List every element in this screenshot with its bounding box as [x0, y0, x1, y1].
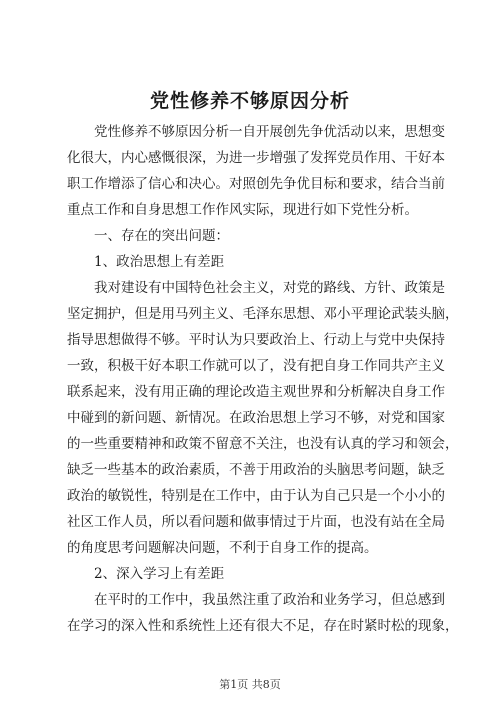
subsection-heading: 2、深入学习上有差距 [94, 566, 225, 582]
body-line: 的角度思考问题解决问题，不利于自身工作的提高。 [67, 540, 378, 556]
body-line: 化很大，内心感慨很深，为进一步增强了发挥党员作用、干好本 [67, 150, 445, 166]
body-line: 党性修养不够原因分析一自开展创先争优活动以来，思想变 [94, 124, 445, 140]
body-line: 指导思想做得不够。平时认为只要政治上、行动上与党中央保持 [67, 332, 445, 348]
body-line: 的一些重要精神和政策不留意不关注，也没有认真的学习和领会， [67, 436, 459, 452]
document-title: 党性修养不够原因分析 [149, 90, 350, 112]
body-line: 我对建设有中国特色社会主义，对党的路线、方针、政策是 [94, 280, 445, 296]
body-line: 职工作增添了信心和决心。对照创先争优目标和要求，结合当前 [67, 176, 445, 192]
body-line: 政治的敏锐性，特别是在工作中，由于认为自己只是一个小小的 [67, 488, 445, 504]
body-line: 在学习的深入性和系统性上还有很大不足，存在时紧时松的现象， [67, 618, 459, 634]
body-line: 一致，积极干好本职工作就可以了，没有把自身工作同共产主义 [67, 358, 445, 374]
page-footer: 第1页 共8页 [219, 678, 281, 691]
body-line: 在平时的工作中，我虽然注重了政治和业务学习，但总感到 [94, 592, 445, 608]
body-line: 联系起来，没有用正确的理论改造主观世界和分析解决自身工作 [67, 384, 445, 400]
body-line: 重点工作和自身思想工作作风实际，现进行如下党性分析。 [67, 202, 418, 218]
section-heading: 一、存在的突出问题： [94, 228, 229, 244]
body-line: 社区工作人员，所以看问题和做事情过于片面，也没有站在全局 [67, 514, 445, 530]
subsection-heading: 1、政治思想上有差距 [94, 254, 225, 270]
body-line: 坚定拥护，但是用马列主义、毛泽东思想、邓小平理论武装头脑， [67, 306, 459, 322]
body-line: 中碰到的新问题、新情况。在政治思想上学习不够，对党和国家 [67, 410, 445, 426]
body-line: 缺乏一些基本的政治素质，不善于用政治的头脑思考问题，缺乏 [67, 462, 445, 478]
